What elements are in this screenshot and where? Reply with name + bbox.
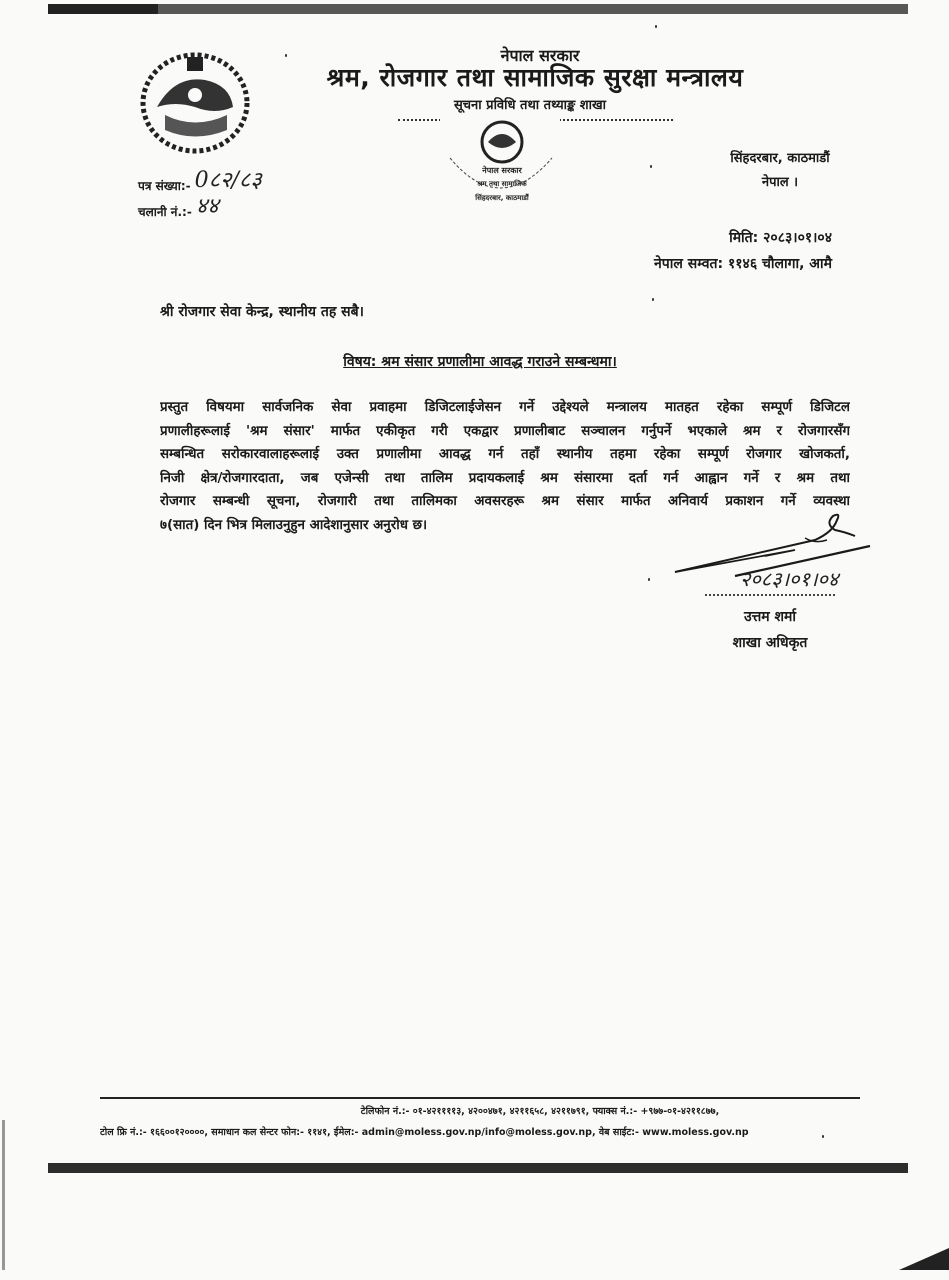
- government-name: नेपाल सरकार: [500, 46, 580, 65]
- dispatch-number-value: ४४: [195, 194, 219, 219]
- svg-text:नेपाल सरकार: नेपाल सरकार: [482, 166, 522, 175]
- signature-dotted-line: [705, 594, 835, 596]
- scan-edge-top: [48, 4, 908, 14]
- svg-text:श्रम तथा सामाजिक: श्रम तथा सामाजिक: [477, 180, 527, 188]
- date-nepal-sambat: नेपाल सम्वत: ११४६ चौलागा, आमै: [654, 256, 832, 272]
- signatory: [700, 604, 840, 656]
- date-bs: मिति: २०८३।०१।०४: [729, 230, 832, 246]
- signatory-name: उत्तम शर्मा: [743, 609, 797, 625]
- scan-edge-left: [2, 1120, 5, 1270]
- body-line: सम्बन्धित सरोकारवालाहरूलाई उक्त प्रणालीमा आवद्ध गर्न तहाँ स्थानीय तहमा रहेका सम्पूर्ण रोजगार खोजकर्ता,: [160, 447, 850, 462]
- footer-contact-line: टोल फ्रि नं.:- १६६००१२००००, समाधान कल सेन्टर फोन:- ११४१, ईमेल:- admin@moless.gov.np/info@moless.gov.np, वेब साईट:- www.moless.gov.np: [100, 1127, 749, 1138]
- scan-speck: [650, 165, 652, 168]
- letter-number-label: पत्र संख्या:-: [138, 179, 191, 193]
- footer-phone-line: टेलिफोन नं.:- ०१-४२११११३, ४२००४७१, ४२११६५८, ४२११७९१, फ्याक्स नं.:- +९७७-०१-४२११८७७,: [360, 1106, 720, 1117]
- subject-line: [180, 352, 780, 371]
- recipient: श्री रोजगार सेवा केन्द्र, स्थानीय तह सबै।: [160, 304, 364, 320]
- date-block: [560, 225, 832, 277]
- signature-date: २०८३।०१।०४: [740, 567, 839, 591]
- signatory-designation: शाखा अधिकृत: [732, 635, 808, 651]
- body-line: प्रणालीहरूलाई 'श्रम संसार' मार्फत एकीकृत गरी एकद्वार प्रणालीबाट सञ्चालन गर्नुपर्ने भएकाले श्रम र रोजगारसँग: [160, 423, 850, 439]
- section-name: सूचना प्रविधि तथा तथ्याङ्क शाखा: [454, 98, 606, 113]
- footer-divider: [100, 1097, 860, 1099]
- body-line: निजी क्षेत्र/रोजगारदाता, जब एजेन्सी तथा तालिम प्रदायकलाई श्रम संसारमा दर्ता गर्न आह्वान गर्ने र श्रम तथा: [160, 470, 850, 486]
- reference-block: [138, 168, 262, 220]
- subject-text: विषय: श्रम संसार प्रणालीमा आवद्ध गराउने सम्बन्धमा।: [343, 354, 617, 370]
- scan-speck: [285, 54, 287, 57]
- scan-edge-bottom: [48, 1163, 908, 1173]
- scan-speck: [822, 1135, 824, 1138]
- dispatch-number-row: [138, 194, 262, 220]
- letter-number-value: 0८२/८३: [194, 168, 262, 193]
- body-line: रोजगार सम्बन्धी सूचना, रोजगारी तथा तालिमका अवसरहरू श्रम संसार मार्फत अनिवार्य प्रकाशन गर्ने व्यवस्था: [160, 494, 850, 509]
- body-line: ७(सात) दिन भित्र मिलाउनुहुन आदेशानुसार अनुरोध छ।: [160, 517, 428, 533]
- dispatch-number-label: चलानी नं.:-: [138, 205, 192, 219]
- body-line: प्रस्तुत विषयमा सार्वजनिक सेवा प्रवाहमा डिजिटलाईजेसन गर्ने उद्देश्यले मन्त्रालय मातहत रहेका सम्पूर्ण डिजिटल: [160, 400, 850, 415]
- address-line-1: सिंहदरबार, काठमाडौं: [730, 151, 830, 166]
- address-line-2: नेपाल ।: [761, 175, 799, 190]
- scan-corner-shadow: [899, 1248, 949, 1270]
- scan-speck: [655, 25, 657, 28]
- scan-edge-top-dark: [48, 4, 158, 14]
- office-seal-stamp: [440, 118, 560, 210]
- nepal-emblem-icon: [135, 45, 255, 155]
- scan-speck: [652, 298, 654, 301]
- svg-text:सिंहदरबार, काठमाडौं: सिंहदरबार, काठमाडौं: [475, 194, 529, 202]
- ministry-name: श्रम, रोजगार तथा सामाजिक सुरक्षा मन्त्रालय: [326, 63, 744, 92]
- scan-speck: [648, 578, 650, 581]
- office-address: [700, 147, 860, 195]
